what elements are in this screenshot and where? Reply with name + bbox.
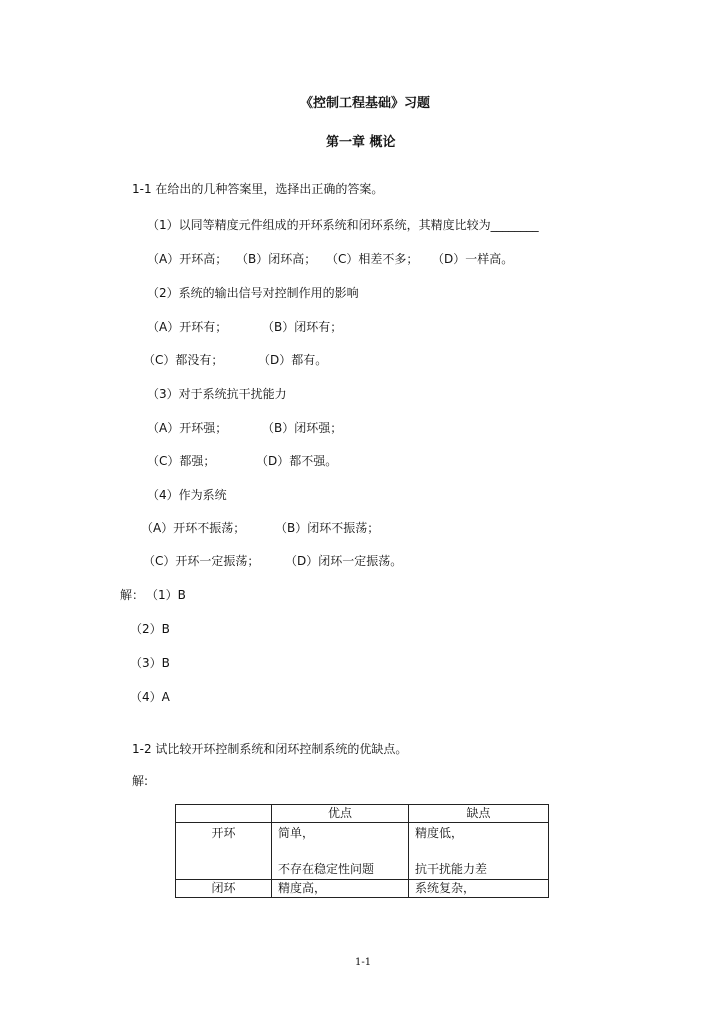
open-loop-cons — [409, 823, 549, 880]
question-2-stem: 1-2 试比较开环控制系统和闭环控制系统的优缺点。 — [132, 742, 408, 756]
closed-loop-label: 闭环 — [176, 880, 272, 898]
table-header-empty — [176, 805, 272, 823]
open-loop-pros — [272, 823, 409, 880]
option-2a: （A）开环有； — [147, 320, 228, 334]
option-4d: （D）闭环一定振荡。 — [285, 554, 403, 568]
option-2c: （C）都没有； — [143, 353, 224, 367]
question-1-sub-3: （3）对于系统抗干扰能力 — [147, 387, 287, 401]
answer-3: （3）B — [130, 656, 170, 670]
option-3a: （A）开环强； — [147, 421, 228, 435]
option-2d: （D）都有。 — [258, 353, 328, 367]
document-title: 《控制工程基础》习题 — [300, 96, 431, 111]
closed-loop-pros: 精度高， — [272, 880, 409, 898]
question-1-sub-2: （2）系统的输出信号对控制作用的影响 — [147, 286, 359, 300]
chapter-title: 第一章 概论 — [326, 135, 396, 150]
table-row-closed-loop — [176, 880, 549, 898]
answer-1: （1）B — [146, 588, 186, 602]
option-4c: （C）开环一定振荡； — [143, 554, 260, 568]
closed-loop-cons: 系统复杂， — [409, 880, 549, 898]
comparison-table — [175, 804, 549, 898]
open-loop-pro-1: 简单， — [278, 826, 315, 840]
open-loop-label: 开环 — [176, 823, 272, 880]
question-2-answer-label: 解: — [132, 774, 149, 788]
option-1c: （C）相差不多； — [326, 252, 419, 266]
answer-label: 解： — [120, 588, 145, 602]
option-3c: （C）都强； — [147, 454, 216, 468]
answer-2: （2）B — [130, 622, 170, 636]
question-1-sub-1: （1）以同等精度元件组成的开环系统和闭环系统，其精度比较为________ — [147, 218, 539, 232]
table-header-row — [176, 805, 549, 823]
option-4a: （A）开环不振荡； — [141, 521, 246, 535]
open-loop-con-2: 抗干扰能力差 — [415, 862, 488, 876]
table-header-cons: 缺点 — [409, 805, 549, 823]
page-number: 1-1 — [355, 957, 372, 968]
option-1a: （A）开环高； — [147, 252, 228, 266]
option-2b: （B）闭环有； — [262, 320, 343, 334]
option-1d: （D）一样高。 — [432, 252, 514, 266]
option-4b: （B）闭环不振荡； — [275, 521, 380, 535]
question-1-sub-4: （4）作为系统 — [147, 488, 227, 502]
option-1b: （B）闭环高； — [236, 252, 317, 266]
question-1-stem: 1-1 在给出的几种答案里，选择出正确的答案。 — [132, 182, 384, 196]
open-loop-con-1: 精度低， — [415, 826, 464, 840]
table-header-pros: 优点 — [272, 805, 409, 823]
option-3d: （D）都不强。 — [256, 454, 338, 468]
answer-4: （4）A — [130, 690, 170, 704]
option-3b: （B）闭环强； — [262, 421, 343, 435]
table-row-open-loop — [176, 823, 549, 880]
open-loop-pro-2: 不存在稳定性问题 — [278, 862, 375, 876]
